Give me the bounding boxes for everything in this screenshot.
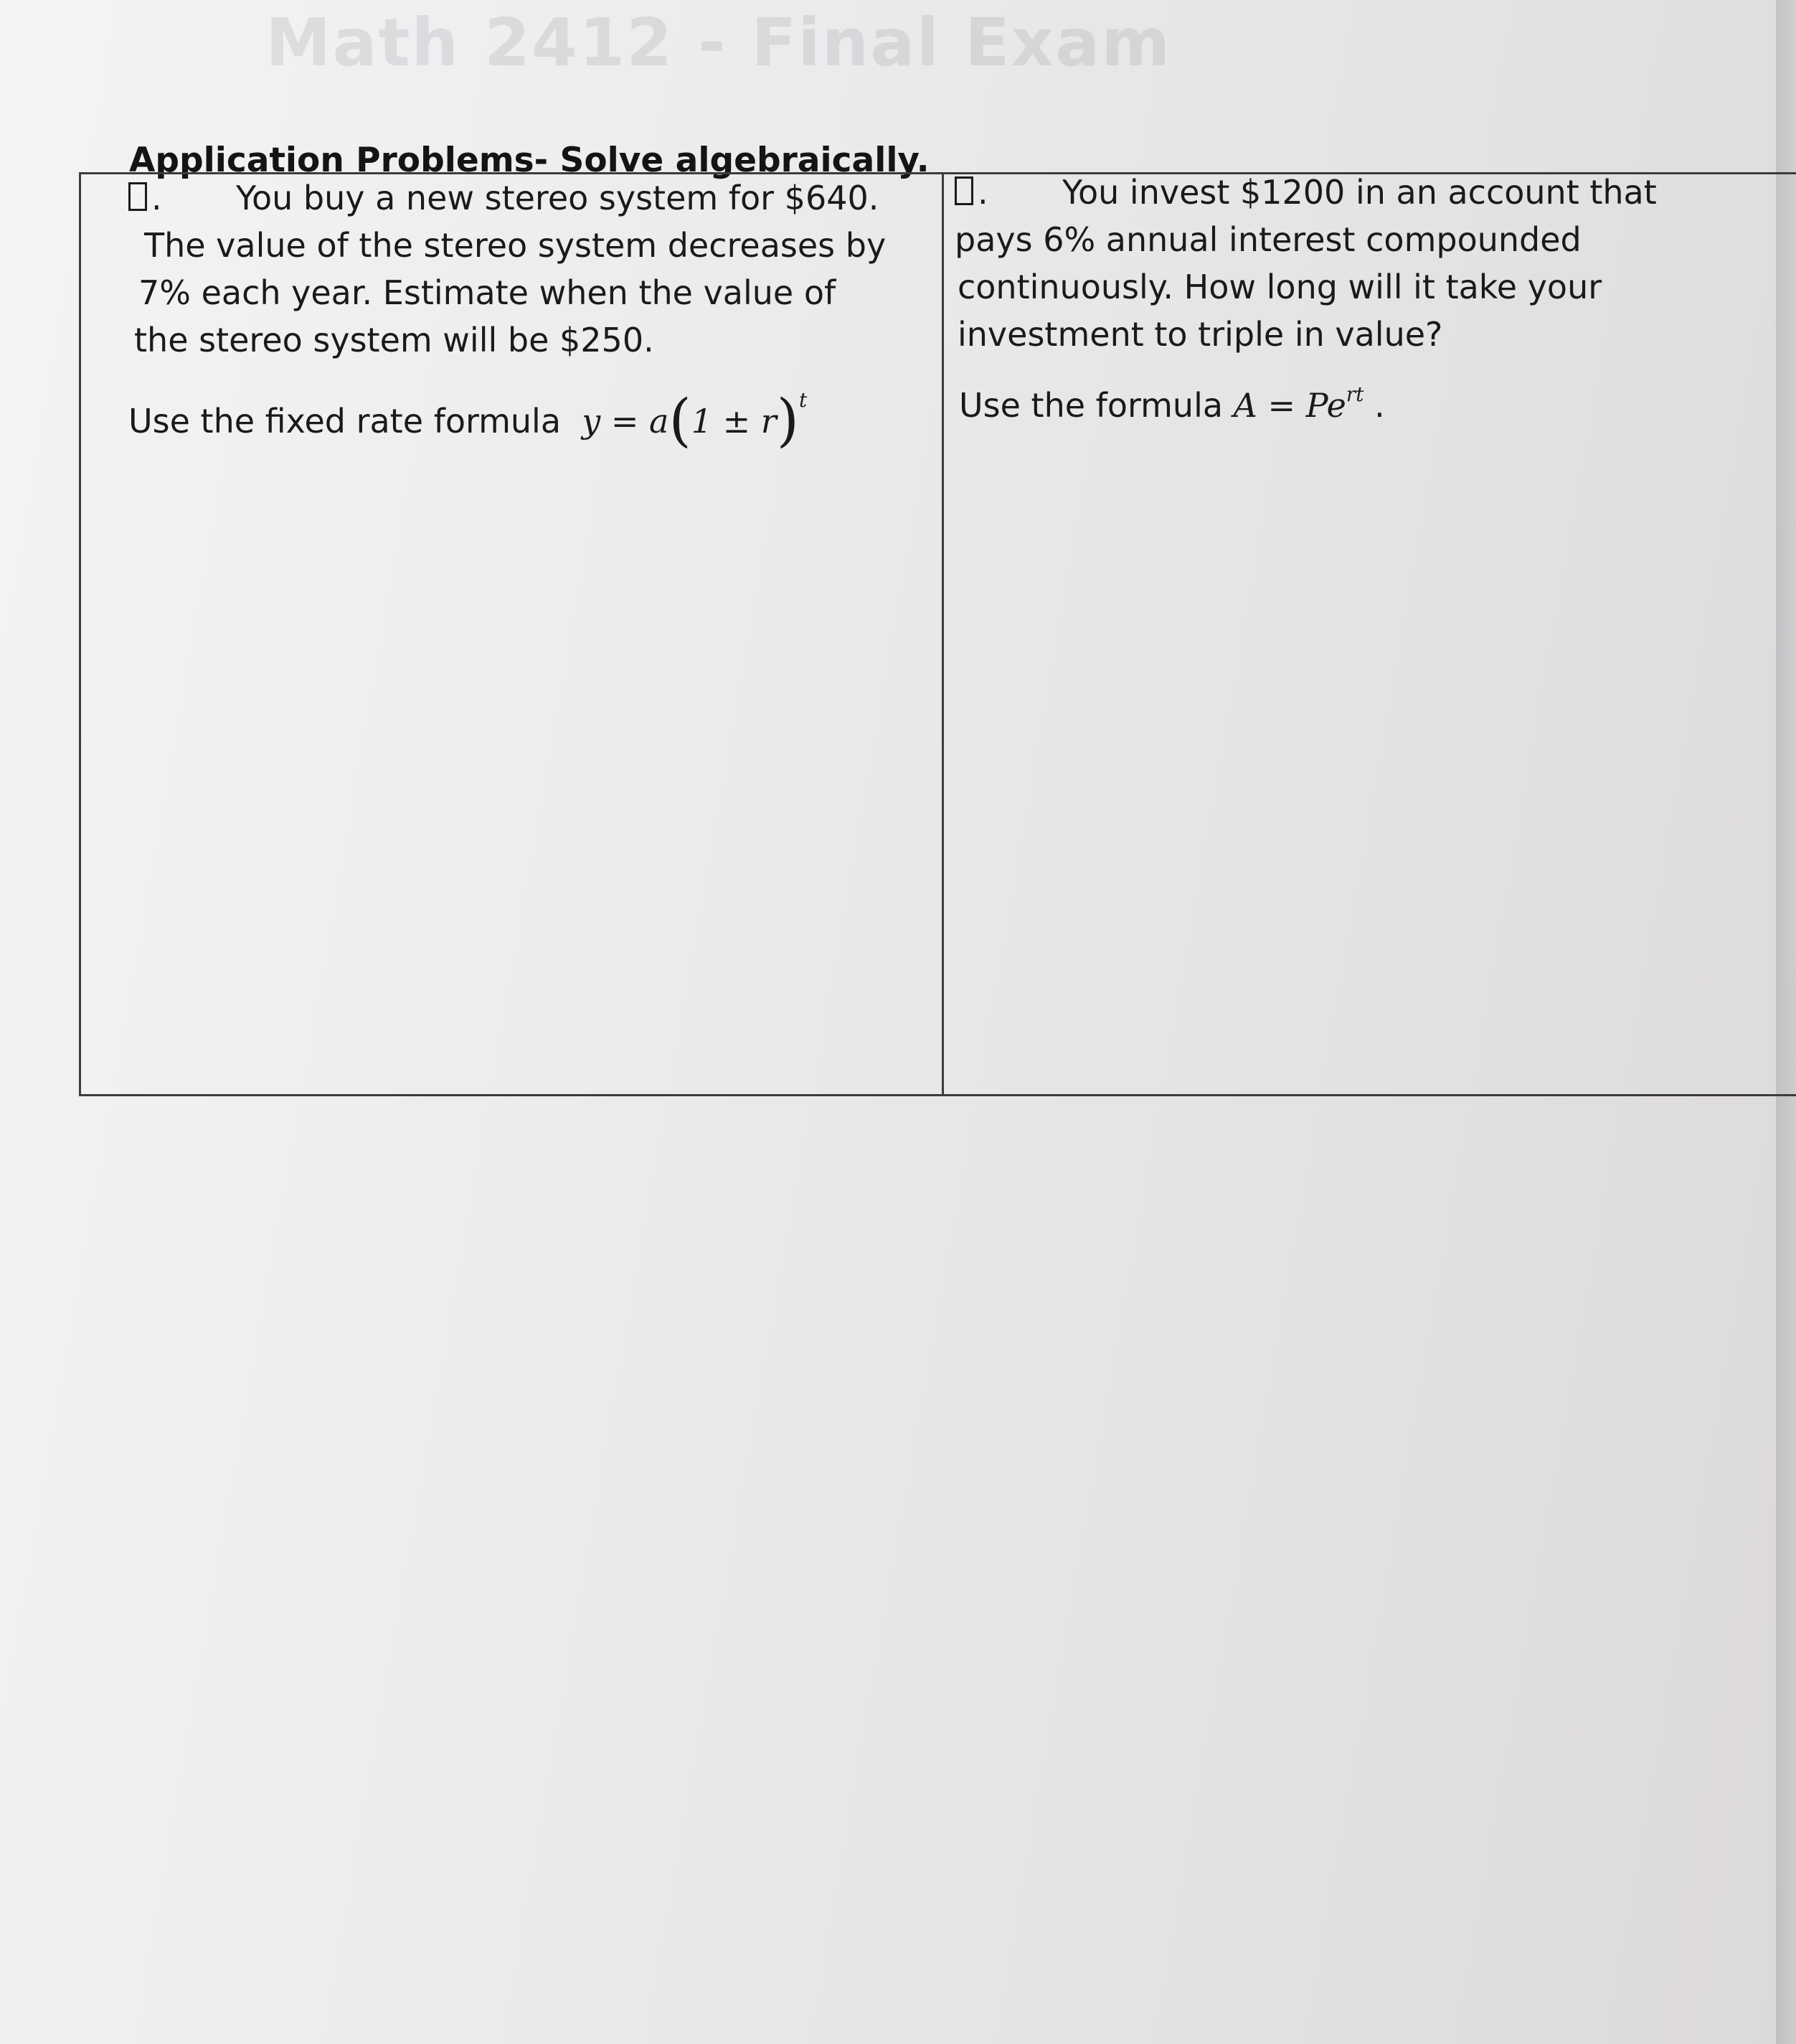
problem-2-formula-intro: Use the formula — [959, 386, 1224, 425]
problem-2-line-4: investment to triple in value? — [958, 315, 1443, 354]
problem-1-line-1: You buy a new stereo system for $640. — [236, 179, 879, 217]
problem-1-first-line — [128, 174, 956, 222]
problem-1-formula-line — [128, 377, 956, 453]
problem-2-formula-lhs: A = Pe — [1233, 386, 1346, 425]
problem-1-line-4: the stereo system will be $250. — [134, 321, 654, 359]
problem-2-first-line — [955, 169, 1744, 216]
problem-2-cell — [955, 169, 1744, 429]
problem-1-formula-intro: Use the fixed rate formula — [128, 402, 562, 441]
problem-1-formula-exponent: t — [798, 388, 808, 412]
problem-1-formula-inner: 1 ± r — [691, 402, 777, 441]
problem-2-formula-tail: . — [1374, 386, 1385, 425]
problem-2-line-2: pays 6% annual interest compounded — [955, 220, 1582, 259]
problem-2-line-3: continuously. How long will it take your — [958, 268, 1602, 306]
show-through-title: Math 2412 - Final Exam — [265, 4, 1172, 81]
problem-2-formula-line — [959, 371, 1744, 429]
problem-1-cell — [128, 174, 956, 453]
problem-1-formula-lhs: y = a — [582, 402, 669, 441]
right-paren-glyph: ) — [776, 387, 799, 453]
problem-2-line-1: You invest $1200 in an account that — [1062, 173, 1657, 212]
problem-2-formula-exponent: rt — [1346, 382, 1364, 406]
problem-table — [79, 172, 1796, 1096]
missing-glyph-box-icon — [955, 176, 973, 205]
problem-1-line-3: 7% each year. Estimate when the value of — [138, 273, 836, 312]
problem-1-number: . — [128, 174, 236, 222]
problem-1-line-2: The value of the stereo system decreases by — [144, 226, 887, 265]
section-heading: Application Problems- Solve algebraically. — [129, 141, 930, 180]
left-paren-glyph: ( — [668, 387, 691, 453]
missing-glyph-box-icon — [128, 182, 147, 211]
problem-2-number: . — [955, 169, 1062, 216]
